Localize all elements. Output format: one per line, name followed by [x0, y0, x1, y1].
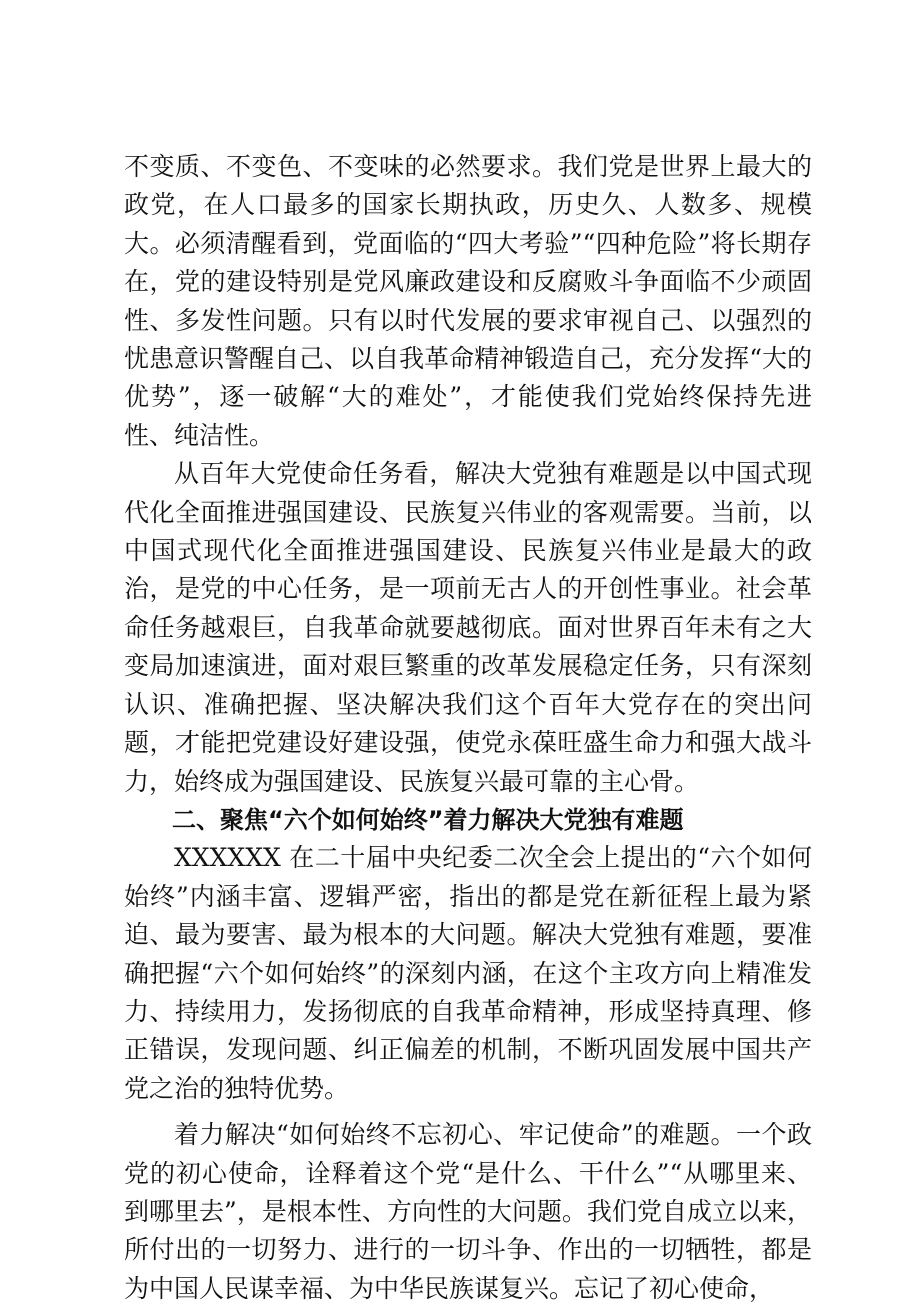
document-body	[124, 148, 812, 1308]
paragraph-mission-tasks: 从百年大党使命任务看，解决大党独有难题是以中国式现代化全面推进强国建设、民族复兴伟业的客观需要。当前，以中国式现代化全面推进强国建设、民族复兴伟业是最大的政治，是党的中心任务，是一项前无古人的开创性事业。社会革命任务越艰巨，自我革命就要越彻底。面对世界百年未有之大变局加速演进，面对艰巨繁重的改革发展稳定任务，只有深刻认识、准确把握、坚决解决我们这个百年大党存在的突出问题，才能把党建设好建设强，使党永葆旺盛生命力和强大战斗力，始终成为强国建设、民族复兴最可靠的主心骨。	[124, 459, 812, 796]
paragraph-six-how-always: XXXXXX 在二十届中央纪委二次全会上提出的“六个如何始终”内涵丰富、逻辑严密，指出的都是党在新征程上最为紧迫、最为要害、最为根本的大问题。解决大党独有难题，要准确把握“六个如何始终”的深刻内涵，在这个主攻方向上精准发力、持续用力，发扬彻底的自我革命精神，形成坚持真理、修正错误，发现问题、纠正偏差的机制，不断巩固发展中国共产党之治的独特优势。	[124, 843, 812, 1103]
paragraph-continuation: 不变质、不变色、不变味的必然要求。我们党是世界上最大的政党，在人口最多的国家长期执政，历史久、人数多、规模大。必须清醒看到，党面临的“四大考验”“四种危险”将长期存在，党的建设特别是党风廉政建设和反腐败斗争面临不少顽固性、多发性问题。只有以时代发展的要求审视自己、以强烈的忧患意识警醒自己、以自我革命精神锻造自己，充分发挥“大的优势”，逐一破解“大的难处”，才能使我们党始终保持先进性、纯洁性。	[124, 152, 812, 450]
paragraph-original-aspiration: 着力解决“如何始终不忘初心、牢记使命”的难题。一个政党的初心使命，诠释着这个党“是什么、干什么”“从哪里来、到哪里去”，是根本性、方向性的大问题。我们党自成立以来，所付出的一切努力、进行的一切斗争、作出的一切牺牲，都是为中国人民谋幸福、为中华民族谋复兴。忘记了初心使命，	[124, 1120, 812, 1303]
section-heading: 二、聚焦“六个如何始终”着力解决大党独有难题	[172, 805, 684, 834]
